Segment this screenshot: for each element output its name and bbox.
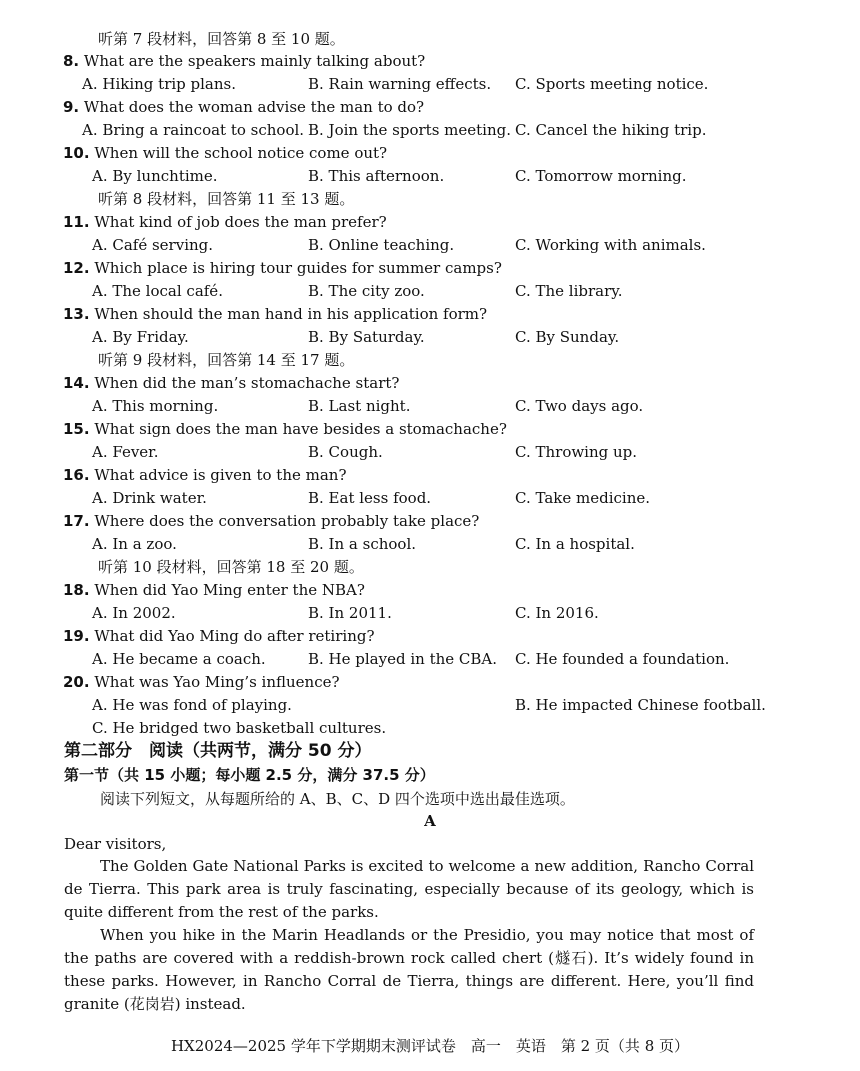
option-c: C. In 2016. xyxy=(515,604,599,622)
option-c: C. Sports meeting notice. xyxy=(515,75,709,93)
question-11 xyxy=(63,212,387,232)
option-b: B. The city zoo. xyxy=(308,282,425,300)
reading-directions: 阅读下列短文，从每题所给的 A、B、C、D 四个选项中选出最佳选项。 xyxy=(100,790,575,808)
question-10 xyxy=(63,143,387,163)
question-number: 13. xyxy=(63,305,90,323)
question-number: 8. xyxy=(63,52,80,70)
option-c: C. He bridged two basketball cultures. xyxy=(92,719,387,737)
option-c: C. Take medicine. xyxy=(515,489,650,507)
question-number: 9. xyxy=(63,98,80,116)
question-8 xyxy=(63,51,425,71)
question-number: 20. xyxy=(63,673,90,691)
question-text: Where does the conversation probably take place? xyxy=(94,512,480,530)
option-a: A. In 2002. xyxy=(92,604,176,622)
option-c: C. Tomorrow morning. xyxy=(515,167,687,185)
option-b: B. Online teaching. xyxy=(308,236,455,254)
option-c: C. Cancel the hiking trip. xyxy=(515,121,707,139)
option-b: B. He impacted Chinese football. xyxy=(515,696,766,714)
question-20 xyxy=(63,672,340,692)
page-footer: HX2024—2025 学年下学期期末测评试卷 高一 英语 第 2 页（共 8 页） xyxy=(170,1037,690,1055)
instruction-seg10: 听第 10 段材料，回答第 18 至 20 题。 xyxy=(98,558,364,576)
option-b: B. This afternoon. xyxy=(308,167,445,185)
question-text: What kind of job does the man prefer? xyxy=(94,213,387,231)
passage-paragraph-1: The Golden Gate National Parks is excited to welcome a new addition, Rancho Corral de Tierra. This park area is truly fascinating, especially because of its geology, which is quite different from the rest of the parks. xyxy=(64,857,754,921)
question-text: What are the speakers mainly talking about? xyxy=(83,52,426,70)
question-number: 19. xyxy=(63,627,90,645)
question-number: 14. xyxy=(63,374,90,392)
question-text: Which place is hiring tour guides for summer camps? xyxy=(94,259,502,277)
question-19 xyxy=(63,626,375,646)
instruction-seg8: 听第 8 段材料，回答第 11 至 13 题。 xyxy=(98,190,355,208)
option-c: C. By Sunday. xyxy=(515,328,620,346)
question-15 xyxy=(63,419,507,439)
question-number: 17. xyxy=(63,512,90,530)
option-a: A. Drink water. xyxy=(92,489,207,507)
question-18 xyxy=(63,580,365,600)
option-a: A. By Friday. xyxy=(92,328,189,346)
option-c: C. The library. xyxy=(515,282,623,300)
option-a: A. Hiking trip plans. xyxy=(82,75,236,93)
option-a: A. The local café. xyxy=(92,282,223,300)
question-number: 12. xyxy=(63,259,90,277)
instruction-seg9: 听第 9 段材料，回答第 14 至 17 题。 xyxy=(98,351,355,369)
option-c: C. Two days ago. xyxy=(515,397,644,415)
option-b: B. In a school. xyxy=(308,535,417,553)
option-c: C. He founded a foundation. xyxy=(515,650,730,668)
option-b: B. Eat less food. xyxy=(308,489,432,507)
question-text: When did the man’s stomachache start? xyxy=(94,374,400,392)
question-13 xyxy=(63,304,487,324)
passage-greeting: Dear visitors, xyxy=(64,835,167,853)
question-17 xyxy=(63,511,479,531)
option-b: B. Last night. xyxy=(308,397,411,415)
option-b: B. Join the sports meeting. xyxy=(308,121,511,139)
question-text: When should the man hand in his application form? xyxy=(94,305,488,323)
question-number: 18. xyxy=(63,581,90,599)
part2-title: 第二部分 阅读（共两节，满分 50 分） xyxy=(64,741,372,761)
question-text: When did Yao Ming enter the NBA? xyxy=(94,581,365,599)
question-text: When will the school notice come out? xyxy=(94,144,388,162)
question-text: What advice is given to the man? xyxy=(94,466,347,484)
instruction-seg7: 听第 7 段材料，回答第 8 至 10 题。 xyxy=(98,30,345,48)
option-b: B. By Saturday. xyxy=(308,328,425,346)
question-number: 10. xyxy=(63,144,90,162)
question-12 xyxy=(63,258,502,278)
question-text: What does the woman advise the man to do? xyxy=(83,98,425,116)
option-a: A. By lunchtime. xyxy=(92,167,218,185)
question-text: What was Yao Ming’s influence? xyxy=(94,673,340,691)
question-number: 16. xyxy=(63,466,90,484)
option-b: B. He played in the CBA. xyxy=(308,650,498,668)
question-number: 11. xyxy=(63,213,90,231)
option-a: A. He became a coach. xyxy=(92,650,266,668)
option-a: A. Fever. xyxy=(92,443,159,461)
option-a: A. Café serving. xyxy=(92,236,214,254)
question-14 xyxy=(63,373,399,393)
passage-paragraph-2: When you hike in the Marin Headlands or the Presidio, you may notice that most of the paths are covered with a reddish-brown rock called chert (燧石). It’s widely found in these parks. However, in Rancho Corral de Tierra, things are different. Here, you’ll find granite (花岗岩) instead. xyxy=(64,926,754,1013)
option-b: B. In 2011. xyxy=(308,604,392,622)
option-b: B. Rain warning effects. xyxy=(308,75,492,93)
question-number: 15. xyxy=(63,420,90,438)
question-16 xyxy=(63,465,347,485)
question-text: What did Yao Ming do after retiring? xyxy=(94,627,375,645)
option-c: C. In a hospital. xyxy=(515,535,635,553)
option-a: A. In a zoo. xyxy=(92,535,177,553)
option-a: A. Bring a raincoat to school. xyxy=(82,121,305,139)
option-c: C. Throwing up. xyxy=(515,443,638,461)
question-text: What sign does the man have besides a stomachache? xyxy=(94,420,507,438)
option-a: A. This morning. xyxy=(92,397,219,415)
option-a: A. He was fond of playing. xyxy=(92,696,292,714)
section1-title: 第一节（共 15 小题；每小题 2.5 分，满分 37.5 分） xyxy=(64,766,435,784)
option-c: C. Working with animals. xyxy=(515,236,706,254)
option-b: B. Cough. xyxy=(308,443,383,461)
passage-label: A xyxy=(424,812,436,830)
question-9 xyxy=(63,97,424,117)
